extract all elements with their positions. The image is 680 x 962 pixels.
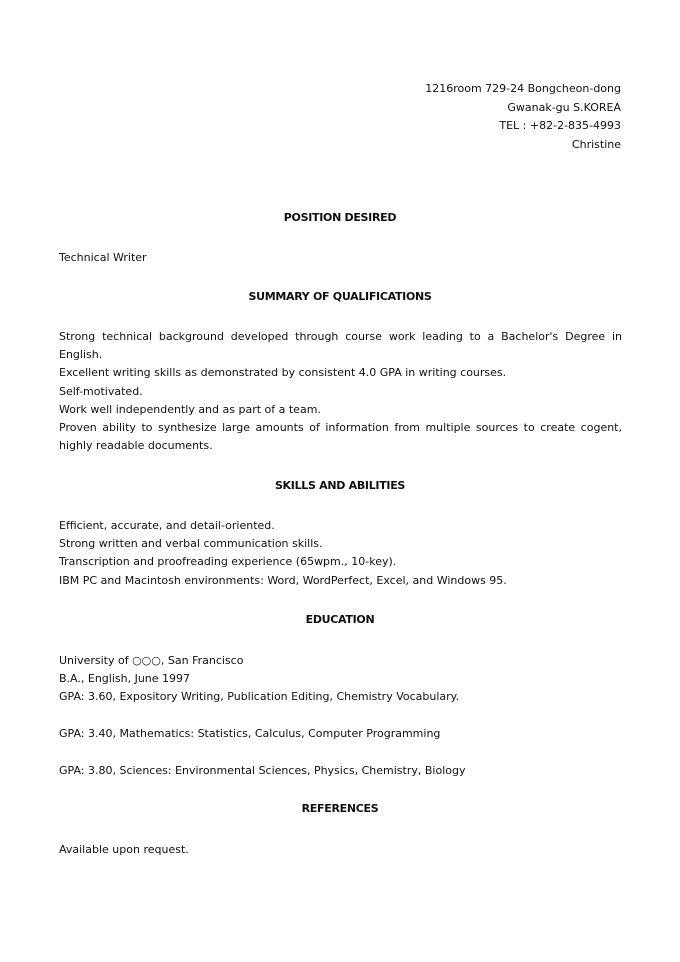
skills-item: Strong written and verbal communication skills. bbox=[59, 537, 323, 551]
education-gpa: GPA: 3.60, Expository Writing, Publication Editing, Chemistry Vocabulary. bbox=[59, 690, 460, 704]
skills-item: Efficient, accurate, and detail-oriented. bbox=[59, 519, 275, 532]
phone-line: TEL : +82-2-835-4993 bbox=[499, 119, 621, 132]
skills-list bbox=[59, 517, 622, 590]
heading-skills: SKILLS AND ABILITIES bbox=[274, 479, 406, 492]
address-line: 1216room 729-24 Bongcheon-dong bbox=[425, 82, 621, 95]
heading-summary: SUMMARY OF QUALIFICATIONS bbox=[248, 290, 432, 303]
references-value: Available upon request. bbox=[59, 843, 189, 856]
summary-item: Excellent writing skills as demonstrated by consistent 4.0 GPA in writing courses. bbox=[59, 366, 507, 380]
skills-item: Transcription and proofreading experience (65wpm., 10-key). bbox=[59, 555, 397, 569]
summary-list bbox=[59, 328, 622, 455]
position-value: Technical Writer bbox=[59, 251, 147, 264]
education-gpa-block bbox=[59, 725, 622, 743]
education-gpa-block bbox=[59, 762, 622, 780]
summary-item: Strong technical background developed through course work leading to a Bachelor's Degree in English. bbox=[59, 330, 622, 362]
skills-item: IBM PC and Macintosh environments: Word, WordPerfect, Excel, and Windows 95. bbox=[59, 573, 507, 587]
education-degree: B.A., English, June 1997 bbox=[59, 672, 191, 686]
address-line: Gwanak-gu S.KOREA bbox=[507, 100, 621, 114]
references-text bbox=[59, 841, 622, 859]
heading-references: REFERENCES bbox=[301, 802, 379, 815]
summary-item: Proven ability to synthesize large amounts of information from multiple sources to create cogent, highly readable documents. bbox=[59, 421, 622, 453]
education-university: University of ○○○, San Francisco bbox=[59, 654, 244, 667]
education-gpa: GPA: 3.40, Mathematics: Statistics, Calculus, Computer Programming bbox=[59, 727, 441, 740]
position-text bbox=[59, 249, 622, 267]
education-gpa: GPA: 3.80, Sciences: Environmental Sciences, Physics, Chemistry, Biology bbox=[59, 764, 466, 777]
heading-position-desired: POSITION DESIRED bbox=[283, 211, 397, 224]
contact-address-block bbox=[425, 80, 621, 154]
education-details bbox=[59, 652, 622, 707]
heading-education: EDUCATION bbox=[305, 613, 375, 626]
summary-item: Self-motivated. bbox=[59, 384, 143, 398]
summary-item: Work well independently and as part of a team. bbox=[59, 402, 321, 416]
name-line: Christine bbox=[571, 137, 621, 151]
